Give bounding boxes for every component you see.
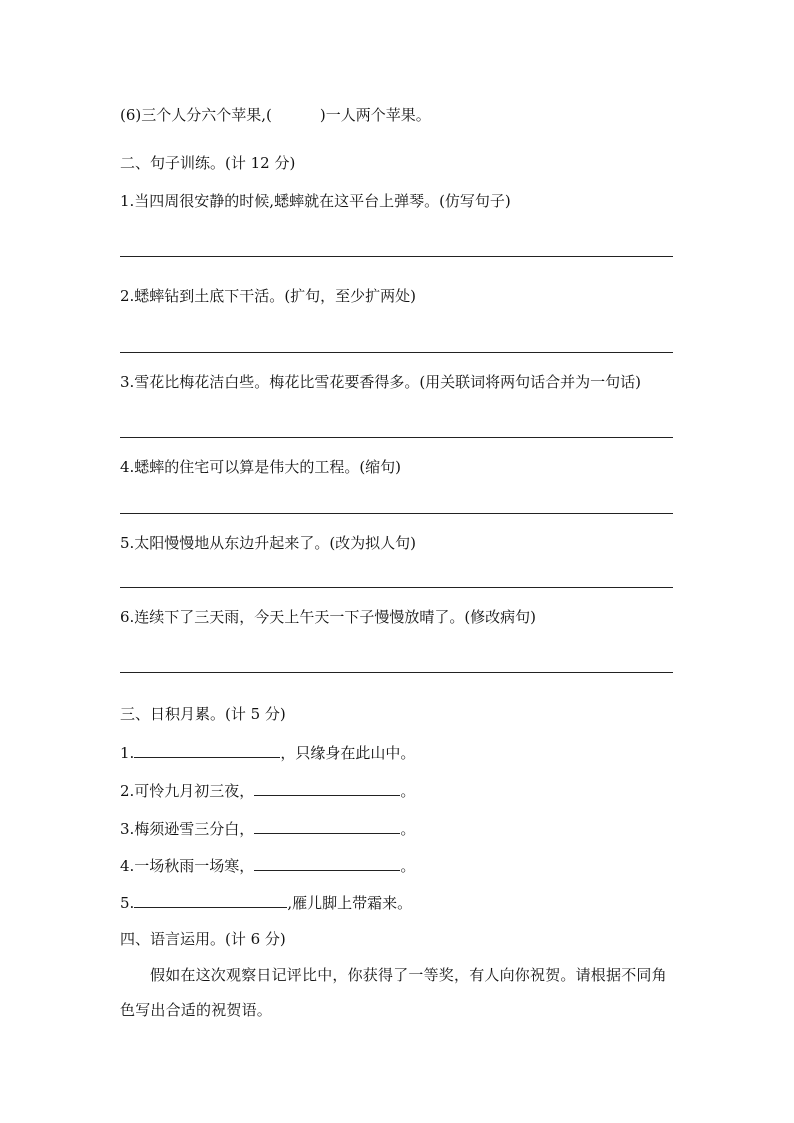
- section-3-title: 三、日积月累。(计 5 分): [120, 705, 286, 723]
- s3-item-5-suffix: ,雁儿脚上带霜来。: [287, 894, 413, 912]
- s3-item-1: [120, 741, 415, 763]
- s3-item-2-prefix: 2.可怜九月初三夜，: [120, 782, 255, 800]
- s3-item-2-suffix: 。: [400, 782, 416, 800]
- answer-line[interactable]: [120, 672, 673, 673]
- s3-item-4-prefix: 4.一场秋雨一场寒，: [120, 857, 255, 875]
- answer-line[interactable]: [120, 587, 673, 588]
- s2-question-6: 6.连续下了三天雨，今天上午天一下子慢慢放晴了。(修改病句): [120, 608, 537, 626]
- question-6-text-after: )一人两个苹果。: [319, 106, 431, 124]
- answer-blank[interactable]: [254, 779, 400, 796]
- s2-question-4: 4.蟋蟀的住宅可以算是伟大的工程。(缩句): [120, 458, 402, 476]
- s2-question-1: 1.当四周很安静的时候,蟋蟀就在这平台上弹琴。(仿写句子): [120, 192, 511, 210]
- s3-item-1-suffix: ，只缘身在此山中。: [280, 744, 416, 762]
- s2-question-3: 3.雪花比梅花洁白些。梅花比雪花要香得多。(用关联词将两句话合并为一句话): [120, 373, 642, 391]
- s3-item-3-prefix: 3.梅须逊雪三分白，: [120, 820, 255, 838]
- question-6-text-before: (6)三个人分六个苹果,(: [120, 106, 272, 124]
- s2-question-5: 5.太阳慢慢地从东边升起来了。(改为拟人句): [120, 534, 417, 552]
- s3-item-1-prefix: 1.: [120, 744, 135, 762]
- s3-item-4-suffix: 。: [400, 857, 416, 875]
- s3-item-3: [120, 817, 415, 839]
- section-4-title: 四、语言运用。(计 6 分): [120, 930, 286, 948]
- section-2-title: 二、句子训练。(计 12 分): [120, 154, 296, 172]
- answer-line[interactable]: [120, 352, 673, 353]
- question-6-line: [120, 105, 431, 125]
- s3-item-5: [120, 891, 412, 913]
- section-4-paragraph: 假如在这次观察日记评比中，你获得了一等奖，有人向你祝贺。请根据不同角色写出合适的祝贺语。: [120, 966, 667, 1019]
- s3-item-2: [120, 779, 415, 801]
- s3-item-5-prefix: 5.: [120, 894, 135, 912]
- answer-line[interactable]: [120, 256, 673, 257]
- answer-blank[interactable]: [254, 854, 400, 871]
- answer-line[interactable]: [120, 513, 673, 514]
- s2-question-2: 2.蟋蟀钻到土底下干活。(扩句，至少扩两处): [120, 287, 417, 305]
- s3-item-3-suffix: 。: [400, 820, 416, 838]
- s3-item-4: [120, 854, 415, 876]
- answer-blank[interactable]: [254, 817, 400, 834]
- answer-blank[interactable]: [134, 741, 280, 758]
- answer-blank[interactable]: [134, 891, 287, 908]
- answer-line[interactable]: [120, 437, 673, 438]
